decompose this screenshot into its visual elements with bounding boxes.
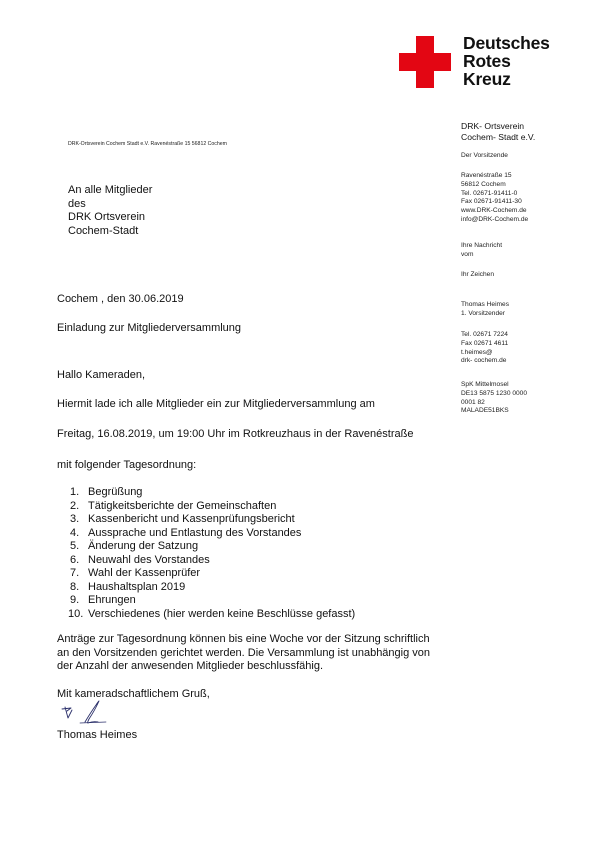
sender-address-line: DRK-Ortsverein Cochem Stadt e.V. Ravenéstraße 15 56812 Cochem xyxy=(68,141,227,147)
agenda-item-text: Kassenbericht und Kassenprüfungsbericht xyxy=(88,513,295,525)
red-cross-logo-icon xyxy=(399,36,451,88)
org-city: 56812 Cochem xyxy=(461,180,506,188)
contact-fax: Fax 02671 4611 xyxy=(461,339,509,347)
contact-name: Thomas Heimes xyxy=(461,301,510,308)
contact-tel: Tel. 02671 7224 xyxy=(461,331,508,338)
org-address-block xyxy=(461,172,528,225)
reference-field xyxy=(461,271,494,280)
letter-greeting: Hallo Kameraden, xyxy=(57,369,146,381)
brand-name xyxy=(463,34,550,88)
signer-name: Thomas Heimes xyxy=(57,729,138,741)
contact-email-line-2: drk- cochem.de xyxy=(461,357,507,365)
agenda-item xyxy=(57,594,355,608)
agenda-item-text: Haushaltsplan 2019 xyxy=(88,580,186,593)
agenda-item-text: Tätigkeitsberichte der Gemeinschaften xyxy=(88,499,277,512)
chair-title xyxy=(461,152,508,161)
brand-line-3: Kreuz xyxy=(463,69,511,89)
contact-details xyxy=(461,331,508,366)
agenda-item xyxy=(57,540,355,554)
your-message-date-label: vom xyxy=(461,250,474,258)
agenda-item xyxy=(57,486,355,500)
agenda-item-number: 3. xyxy=(70,513,80,525)
org-fax: Fax 02671-91411-30 xyxy=(461,198,522,206)
recipient-line: Cochem-Stadt xyxy=(68,225,139,238)
agenda-item-text: Ehrungen xyxy=(88,594,136,606)
paragraph-line: der Anzahl der anwesenden Mitglieder beschlussfähig. xyxy=(57,660,323,672)
agenda-intro: mit folgender Tagesordnung: xyxy=(57,459,197,471)
bank-name: SpK Mittelmosel xyxy=(461,381,509,388)
org-tel: Tel. 02671-91411-0 xyxy=(461,189,518,197)
letter-closing: Mit kameradschaftlichem Gruß, xyxy=(57,688,210,700)
bic: MALADE51BKS xyxy=(461,407,509,415)
contact-person xyxy=(461,301,509,319)
iban-line-1: DE13 5875 1230 0000 xyxy=(461,389,527,397)
agenda-item xyxy=(57,500,355,514)
motions-paragraph xyxy=(57,633,430,674)
letter-date: Cochem , den 30.06.2019 xyxy=(57,293,184,305)
bank-details xyxy=(461,381,527,416)
recipient-line: An alle Mitglieder xyxy=(68,184,153,196)
agenda-item-number: 6. xyxy=(70,553,80,566)
agenda-item-number: 2. xyxy=(70,499,80,512)
agenda-item-number: 1. xyxy=(70,486,80,498)
meeting-details: Freitag, 16.08.2019, um 19:00 Uhr im Rotkreuzhaus in der Ravenéstraße xyxy=(57,428,414,440)
agenda-item xyxy=(57,608,355,622)
agenda-item-text: Verschiedenes (hier werden keine Beschlüsse gefasst) xyxy=(88,607,356,620)
reference-label: Ihr Zeichen xyxy=(461,271,494,278)
contact-role: 1. Vorsitzender xyxy=(461,309,505,317)
paragraph-line: an den Vorsitzenden gerichtet werden. Die Versammlung ist unabhängig von xyxy=(57,646,431,659)
iban-line-2: 0001 82 xyxy=(461,398,485,406)
agenda-item xyxy=(57,527,355,541)
contact-email-line-1: t.heimes@ xyxy=(461,348,493,356)
org-line: DRK- Ortsverein xyxy=(461,121,525,131)
agenda-item-number: 9. xyxy=(70,594,80,606)
org-website: www.DRK-Cochem.de xyxy=(461,207,527,215)
agenda-item-text: Aussprache und Entlastung des Vorstandes xyxy=(88,526,302,539)
brand-line-2: Rotes xyxy=(463,51,511,71)
agenda-item xyxy=(57,581,355,595)
agenda-item-text: Wahl der Kassenprüfer xyxy=(88,567,201,579)
your-message-field xyxy=(461,242,502,260)
letter-subject: Einladung zur Mitgliederversammlung xyxy=(57,322,242,334)
agenda-item-number: 5. xyxy=(70,540,80,552)
agenda-item-number: 7. xyxy=(70,567,80,579)
agenda-item-number: 8. xyxy=(70,580,80,593)
agenda-item xyxy=(57,567,355,581)
agenda-item-text: Begrüßung xyxy=(88,486,143,498)
brand-line-1: Deutsches xyxy=(463,33,550,53)
your-message-label: Ihre Nachricht xyxy=(461,242,503,249)
organization-name xyxy=(461,121,535,143)
agenda-item xyxy=(57,513,355,527)
recipient-line: des xyxy=(68,197,86,210)
agenda-item xyxy=(57,554,355,568)
agenda-item-number: 4. xyxy=(70,526,80,539)
chair-title-text: Der Vorsitzende xyxy=(461,152,508,159)
org-line: Cochem- Stadt e.V. xyxy=(461,132,536,142)
agenda-item-text: Änderung der Satzung xyxy=(88,540,199,552)
paragraph-line: Anträge zur Tagesordnung können bis eine Woche vor der Sitzung schriftlich xyxy=(57,633,430,645)
handwritten-signature-icon xyxy=(58,697,118,729)
letter-intro: Hiermit lade ich alle Mitglieder ein zur Mitgliederversammlung am xyxy=(57,398,375,410)
agenda-list xyxy=(57,486,355,621)
agenda-item-number: 10. xyxy=(68,607,84,620)
recipient-line: DRK Ortsverein xyxy=(68,211,146,224)
recipient-address xyxy=(68,184,152,239)
org-street: Ravenéstraße 15 xyxy=(461,172,512,179)
agenda-item-text: Neuwahl des Vorstandes xyxy=(88,553,210,566)
org-email: info@DRK-Cochem.de xyxy=(461,215,529,223)
